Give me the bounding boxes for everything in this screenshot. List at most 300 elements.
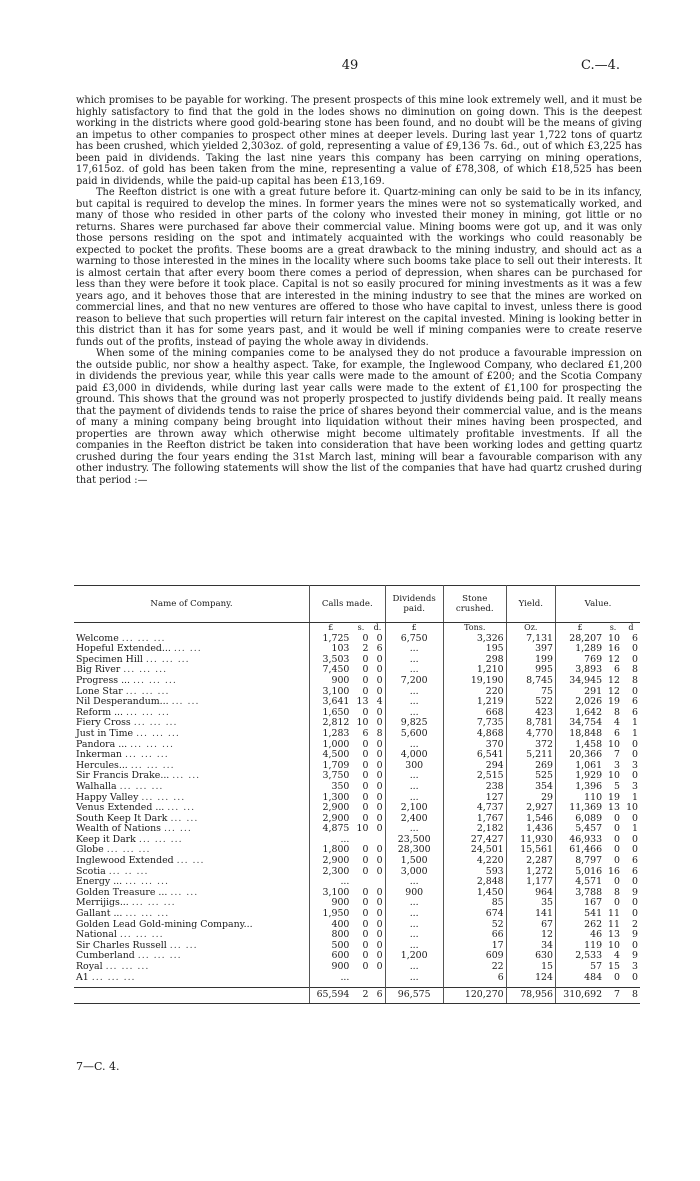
cell-cl: 1,709 [322, 759, 350, 771]
leader-dots: ... ... ... [145, 654, 190, 665]
leader-dots: ... ... ... [105, 962, 150, 972]
leader-dots: ... ... ... [125, 909, 170, 920]
cell-div: ... [385, 824, 443, 835]
cell-div: 23,500 [385, 835, 443, 846]
cell-cd: 0 [370, 750, 385, 761]
cell-stone: 6 [443, 973, 506, 984]
cell-yld: 372 [506, 740, 555, 751]
cell-vl: 4,571 [575, 876, 603, 888]
cell-cl: 1,300 [322, 791, 350, 803]
cell-div: ... [385, 644, 443, 655]
cell-cl: 2,900 [322, 812, 350, 824]
cell-cd: 0 [370, 655, 385, 666]
cell-vl: 6,089 [575, 812, 603, 824]
cell-vl: 34,754 [569, 717, 603, 729]
cell-stone: 238 [443, 782, 506, 793]
cell-yld: 8,745 [506, 676, 555, 687]
cell-yld: 29 [506, 793, 555, 804]
cell-cl: 4,500 [322, 749, 350, 761]
cell-stone: 120,270 [443, 988, 506, 1004]
cell-yld: 7,131 [506, 634, 555, 645]
company-name-cell [74, 856, 310, 867]
cell-cs [351, 973, 370, 984]
cell-vd: 1 [632, 823, 638, 835]
cell-cl: 900 [331, 897, 350, 909]
cell-stone: 4,220 [443, 856, 506, 867]
cell-div: 1,500 [385, 856, 443, 867]
cell-div: ... [385, 771, 443, 782]
table-row [74, 676, 640, 687]
cell-cl: 1,950 [322, 908, 350, 920]
cell-cs: 0 [362, 855, 369, 867]
leader-dots: ... ... [176, 856, 205, 867]
cell-vl: 20,366 [569, 749, 603, 761]
leader-dots: ... ... [170, 887, 199, 898]
cell-yld: 12 [506, 930, 555, 941]
table-row [74, 771, 640, 782]
cell-div: ... [385, 697, 443, 708]
cell-vs: 12 [608, 674, 620, 686]
cell-cl: 2,812 [322, 717, 350, 729]
leader-dots: ... ... [167, 803, 196, 814]
company-name: Energy ... [76, 876, 123, 888]
cell-stone: 1,219 [443, 697, 506, 708]
cell-vs: 0 [614, 876, 620, 888]
cell-vs: 16 [608, 865, 620, 877]
cell-vl: 1,458 [575, 738, 603, 750]
cell-cs: 10 [356, 823, 369, 835]
company-name: Fiery Cross [76, 717, 131, 729]
cell-div: ... [385, 930, 443, 941]
col-header-stone: Stone crushed. [443, 586, 506, 623]
cell-cl: 2,300 [322, 865, 350, 877]
cell-stone: 24,501 [443, 845, 506, 856]
cell-cl: 1,725 [322, 632, 350, 644]
cell-vd: 9 [632, 886, 638, 898]
cell-cd: 0 [370, 687, 385, 698]
cell-yld: 397 [506, 644, 555, 655]
cell-cs: 0 [362, 950, 369, 962]
company-name: Golden Treasure ... [76, 886, 168, 898]
cell-vd: 0 [632, 653, 638, 665]
cell-vs: 3 [614, 759, 620, 771]
cell-vs: 6 [614, 727, 620, 739]
cell-vs: 10 [608, 632, 620, 644]
cell-vd: 0 [632, 833, 638, 845]
cell-cd: 4 [370, 697, 385, 708]
cell-div: ... [385, 941, 443, 952]
cell-cd: 0 [370, 718, 385, 729]
cell-yld: 15,561 [506, 845, 555, 856]
cell-vs: 0 [614, 971, 620, 983]
footer-signature: 7—C. 4. [76, 1060, 120, 1073]
cell-vl: 34,945 [569, 674, 603, 686]
unit-cell: Oz. [506, 623, 555, 634]
leader-dots: ... ... [169, 940, 198, 951]
leader-dots: ... ... ... [125, 877, 169, 888]
cell-cs: 0 [362, 791, 369, 803]
cell-vs: 16 [608, 643, 620, 655]
cell-stone: 609 [443, 951, 506, 962]
cell-vd: 9 [632, 950, 638, 962]
cell-div: 6,750 [385, 634, 443, 645]
company-name-cell [74, 782, 310, 793]
cell-yld: 354 [506, 782, 555, 793]
cell-vs: 10 [608, 770, 620, 782]
table-row [74, 951, 640, 962]
cell-yld: 1,272 [506, 867, 555, 878]
cell-yld: 124 [506, 973, 555, 984]
cell-vl: 3,788 [575, 886, 603, 898]
cell-vd: 8 [622, 988, 640, 1004]
cell-vs: 6 [614, 664, 620, 676]
cell-cl: ... [340, 833, 350, 845]
cell-vs: 15 [608, 961, 620, 972]
cell-cd: 0 [370, 793, 385, 804]
cell-stone: 4,737 [443, 803, 506, 814]
cell-stone: 6,541 [443, 750, 506, 761]
cell-vd: 0 [632, 738, 638, 750]
cell-vd: 3 [632, 759, 638, 771]
cell-vl: 28,207 [569, 632, 603, 644]
company-name-cell [74, 835, 310, 846]
cell-stone: 2,182 [443, 824, 506, 835]
cell-cl: 350 [331, 780, 350, 792]
leader-dots: ... ... ... [91, 972, 136, 983]
cell-cd: 0 [370, 676, 385, 687]
table-row [74, 941, 640, 952]
cell-vl: 291 [584, 685, 603, 697]
cell-yld: 423 [506, 708, 555, 719]
unit-cell: Tons. [443, 623, 506, 634]
company-name: Globe [76, 844, 104, 856]
leader-dots: ... ... [173, 644, 202, 655]
unit-cell: d [628, 623, 634, 632]
cell-stone: 370 [443, 740, 506, 751]
unit-cell: £ [577, 623, 583, 632]
company-name: Specimen Hill [76, 653, 143, 665]
company-name: Wealth of Nations [76, 823, 161, 835]
cell-stone: 1,210 [443, 665, 506, 676]
cell-vs: 12 [608, 685, 620, 697]
company-name: Hopeful Extended... [76, 643, 171, 655]
cell-cd: 0 [370, 898, 385, 909]
cell-vd: 6 [632, 865, 638, 877]
cell-vs: 19 [608, 696, 620, 708]
col-header-calls: Calls made. [310, 586, 385, 623]
cell-div: 900 [385, 888, 443, 899]
cell-stone: 19,190 [443, 676, 506, 687]
cell-vs: 11 [608, 918, 620, 930]
cell-stone: 593 [443, 867, 506, 878]
company-name: Sir Francis Drake... [76, 770, 170, 782]
cell-cd: 0 [370, 951, 385, 962]
company-name-cell [74, 962, 310, 973]
leader-dots: ... ... ... [141, 792, 186, 803]
cell-yld: 2,287 [506, 856, 555, 867]
cell-vd: 3 [632, 961, 638, 972]
cell-stone: 7,735 [443, 718, 506, 729]
cell-vs: 8 [614, 706, 620, 718]
col-header-name: Name of Company. [74, 586, 310, 623]
company-name: Just in Time [76, 727, 134, 739]
cell-cs: 0 [362, 886, 369, 898]
leader-dots: ... ... ... [119, 781, 164, 792]
document-reference: C.—4. [580, 58, 620, 73]
cell-cs: 0 [362, 685, 369, 697]
cell-cs: 0 [362, 802, 369, 814]
cell-stone: 1,450 [443, 888, 506, 899]
cell-cl: 600 [331, 950, 350, 962]
cell-vs: 0 [614, 812, 620, 824]
cell-vl: 262 [584, 918, 603, 930]
cell-yld: 8,781 [506, 718, 555, 729]
table-row [74, 718, 640, 729]
table-row [74, 867, 640, 878]
cell-cd: 0 [370, 634, 385, 645]
cell-cd: 0 [370, 761, 385, 772]
cell-vd: 8 [632, 674, 638, 686]
cell-cd: 0 [370, 824, 385, 835]
cell-vd: 1 [632, 791, 638, 803]
cell-vs: 8 [614, 886, 620, 898]
cell-vl: 61,466 [569, 844, 603, 856]
company-name: Gallant ... [76, 908, 123, 920]
cell-stone: 17 [443, 941, 506, 952]
unit-cell: d. [370, 623, 385, 634]
cell-yld: 199 [506, 655, 555, 666]
company-name: Cumberland [76, 950, 135, 962]
cell-stone: 2,848 [443, 877, 506, 888]
leader-dots: ... ... ... [133, 718, 178, 729]
cell-div: ... [385, 782, 443, 793]
cell-vl: 119 [584, 939, 603, 951]
cell-vl: 110 [584, 791, 603, 803]
company-name: A1 [76, 971, 89, 983]
unit-cell: s. [357, 623, 365, 632]
cell-cd: 0 [370, 814, 385, 825]
leader-dots: ... ... ... [138, 834, 183, 845]
company-name: Progress ... [76, 674, 131, 686]
cell-stone: 294 [443, 761, 506, 772]
cell-cl: 3,641 [322, 696, 350, 708]
cell-vl: 11,369 [569, 802, 603, 814]
cell-stone: 298 [443, 655, 506, 666]
cell-div: 7,200 [385, 676, 443, 687]
unit-cell: s. [609, 623, 617, 632]
cell-vs: 11 [608, 908, 620, 920]
cell-div: ... [385, 665, 443, 676]
cell-cs: 2 [351, 988, 370, 1004]
leader-dots: ... ... ... [133, 675, 177, 686]
paragraph: which promises to be payable for working. The present prospects of this mine look extremely well, and it must be highly satisfactory to find that the gold in the lodes shows no diminution on going down. This is the deepest working in the districts where good gold-bearing stone has been found, and no doubt will be the means of giving an impetus to other companies to prospect other mines at deeper levels. During last year 1,722 tons of quartz has been crushed, which yielded 2,303oz. of gold, representing a value of £9,136 7s. 6d., out of which £3,225 has been paid in dividends. Taking the last nine years this company has been carrying on mining operations, 17,615oz. of gold has been taken from the mine, representing a value of £78,308, of which £18,525 has been paid in dividends, while the paid-up capital has been £13,169. [76, 95, 642, 187]
cell-cs: 0 [362, 908, 369, 920]
cell-cd: 0 [370, 803, 385, 814]
cell-cd: 0 [370, 665, 385, 676]
company-name: Inkerman [76, 749, 122, 761]
cell-div: ... [385, 973, 443, 984]
cell-vl: 769 [584, 653, 603, 665]
cell-div: 4,000 [385, 750, 443, 761]
cell-cd: 0 [370, 941, 385, 952]
cell-div: ... [385, 793, 443, 804]
cell-vl: 1,289 [575, 643, 603, 655]
leader-dots: ... ... ... [136, 728, 180, 739]
cell-yld: 75 [506, 687, 555, 698]
cell-yld: 34 [506, 941, 555, 952]
cell-div: ... [385, 920, 443, 931]
leader-dots: ... .. ... [108, 866, 149, 877]
cell-div: ... [385, 898, 443, 909]
cell-yld: 2,927 [506, 803, 555, 814]
cell-stone: 127 [443, 793, 506, 804]
cell-vd: 0 [632, 643, 638, 655]
leader-dots: ... ... ... [125, 686, 170, 697]
cell-cl: ... [340, 876, 350, 888]
cell-vd: 6 [632, 706, 638, 718]
table-row [74, 973, 640, 984]
company-name: Hercules... [76, 759, 128, 771]
cell-stone: 2,515 [443, 771, 506, 782]
cell-cd [370, 973, 385, 984]
cell-cd: 0 [370, 962, 385, 973]
cell-cl: 3,750 [322, 770, 350, 782]
cell-vs: 0 [614, 897, 620, 909]
cell-div: 2,100 [385, 803, 443, 814]
paragraph: The Reefton district is one with a great future before it. Quartz-mining can only be said to be in its infancy, but capital is required to develop the mines. In former years the mines were not so systematically worked, and many of those who resided in other parts of the colony who invested their money in mining, got little or no returns. Shares were purchased far above their commercial value. Mining booms were got up, and it was only those persons residing on the spot and intimately acquainted with the workings who could reasonably be expected to pocket the profits. These booms are a great drawback to the mining industry, and should act as a warning to those interested in the mines in the locality where such booms take place to sell out their interests. It is almost certain that after every boom there comes a period of depression, when shares can be purchased for less than they were before it took place. Capital is not so easily procured for mining investments as it was a few years ago, and it behoves those that are interested in the mining industry to see that the mines are worked on commercial lines, and that no new ventures are offered to those who have capital to invest, unless there is good reason to believe that such properties will return fair interest on the capital invested. Mining is looking better in this district than it has for some years past, and it would be well if mining companies were to create reserve funds out of the profits, instead of paying the whole away in dividends. [76, 187, 642, 348]
cell-vd: 0 [632, 749, 638, 761]
cell-cl: 900 [331, 674, 350, 686]
cell-yld: 141 [506, 909, 555, 920]
cell-vs: 5 [614, 780, 620, 792]
cell-cl: 1,650 [322, 706, 350, 718]
cell-cd: 6 [370, 988, 385, 1004]
cell-cl: 3,100 [322, 886, 350, 898]
company-name: Merrijigs... [76, 897, 129, 909]
cell-vd: 3 [632, 780, 638, 792]
cell-vl: 1,396 [575, 780, 603, 792]
cell-cl: 3,100 [322, 685, 350, 697]
leader-dots: ... ... ... [137, 951, 182, 962]
company-name-cell [74, 729, 310, 740]
cell-cl: 2,900 [322, 802, 350, 814]
cell-vd: 0 [632, 939, 638, 951]
units-row [74, 623, 640, 634]
cell-cl: 103 [331, 643, 350, 655]
cell-cs: 0 [362, 738, 369, 750]
cell-vs: 7 [604, 988, 622, 1004]
cell-yld: 525 [506, 771, 555, 782]
cell-vl: 3,893 [575, 664, 603, 676]
cell-yld: 964 [506, 888, 555, 899]
cell-yld: 269 [506, 761, 555, 772]
paragraph: When some of the mining companies come to be analysed they do not produce a favourable impression on the outside public, nor show a healthy aspect. Take, for example, the Inglewood Company, who declared £1,200 in dividends the previous year, while this year calls were made to the amount of £200; and the Scotia Company paid £3,000 in dividends, while during last year calls were made to the extent of £1,100 for prospecting the ground. This shows that the ground was not properly prospected to justify dividends being paid. It really means that the payment of dividends tends to raise the price of shares beyond their commercial value, and is the means of many a mining company being brought into liquidation without their mines having been prospected, and properties are thrown away which otherwise might become ultimately profitable investments. If all the companies in the Reefton district be taken into consideration that have been working lodes and getting quartz crushed during the four years ending the 31st March last, mining will bear a favourable comparison with any other industry. The following statements will show the list of the companies that have had quartz crushed during that period :— [76, 348, 642, 486]
leader-dots: ... ... ... [123, 665, 168, 676]
cell-vd: 0 [632, 844, 638, 856]
cell-cl: 1,283 [322, 727, 350, 739]
cell-yld: 4,770 [506, 729, 555, 740]
table-row [74, 962, 640, 973]
leader-dots: ... ... ... [106, 845, 151, 856]
col-header-value: Value. [556, 586, 641, 623]
cell-cd: 0 [370, 867, 385, 878]
cell-vd: 6 [632, 696, 638, 708]
cell-stone: 66 [443, 930, 506, 941]
table-header-row [74, 586, 640, 623]
cell-cl: 4,875 [322, 823, 350, 835]
cell-vl: 167 [584, 897, 603, 909]
cell-div: ... [385, 655, 443, 666]
cell-yld: 11,930 [506, 835, 555, 846]
cell-vd: 10 [626, 802, 638, 814]
cell-vl: 18,848 [569, 727, 603, 739]
cell-div: 2,400 [385, 814, 443, 825]
cell-vd: 0 [632, 770, 638, 782]
cell-div: 5,600 [385, 729, 443, 740]
cell-cs: 0 [362, 706, 369, 718]
company-name: Big River [76, 664, 121, 676]
cell-div: ... [385, 687, 443, 698]
cell-yld: 1,177 [506, 877, 555, 888]
cell-cd: 8 [370, 729, 385, 740]
cell-vl: 5,457 [575, 823, 603, 835]
company-name: Inglewood Extended [76, 855, 174, 867]
cell-vl: 1,061 [575, 759, 603, 771]
table-row [74, 697, 640, 708]
cell-cs: 0 [362, 865, 369, 877]
cell-cl: 900 [331, 961, 350, 972]
cell-div: 96,575 [385, 988, 443, 1004]
cell-cs: 0 [362, 664, 369, 676]
cell-stone: 22 [443, 962, 506, 973]
cell-stone: 85 [443, 898, 506, 909]
cell-cl: 3,503 [322, 653, 350, 665]
cell-vl: 1,642 [575, 706, 603, 718]
cell-vl: 2,533 [575, 950, 603, 962]
cell-vs: 12 [608, 653, 620, 665]
cell-cl: 2,900 [322, 855, 350, 867]
cell-yld: 35 [506, 898, 555, 909]
cell-cs: 6 [362, 727, 369, 739]
cell-vl: 1,929 [575, 770, 603, 782]
leader-dots [253, 920, 307, 931]
cell-yld: 1,546 [506, 814, 555, 825]
cell-yld: 630 [506, 951, 555, 962]
cell-vs: 13 [608, 802, 620, 814]
cell-vl: 46 [590, 929, 603, 941]
company-name: Reform ... [76, 706, 124, 718]
cell-cd: 0 [370, 782, 385, 793]
company-name-cell [74, 988, 310, 1004]
unit-cell: £ [328, 623, 334, 632]
cell-vd: 6 [632, 855, 638, 867]
company-name: Walhalla [76, 780, 117, 792]
cell-vs: 4 [614, 717, 620, 729]
leader-dots: ... ... ... [130, 739, 174, 750]
cell-vd: 0 [632, 812, 638, 824]
cell-cs: 0 [362, 653, 369, 665]
cell-vd: 2 [632, 918, 638, 930]
cell-vd: 1 [632, 727, 638, 739]
cell-div: ... [385, 740, 443, 751]
cell-stone: 4,868 [443, 729, 506, 740]
cell-yld: 5,211 [506, 750, 555, 761]
cell-vs: 0 [614, 855, 620, 867]
table-row [74, 665, 640, 676]
cell-cs: 0 [362, 632, 369, 644]
cell-cl: ... [340, 971, 350, 983]
cell-yld: 995 [506, 665, 555, 676]
